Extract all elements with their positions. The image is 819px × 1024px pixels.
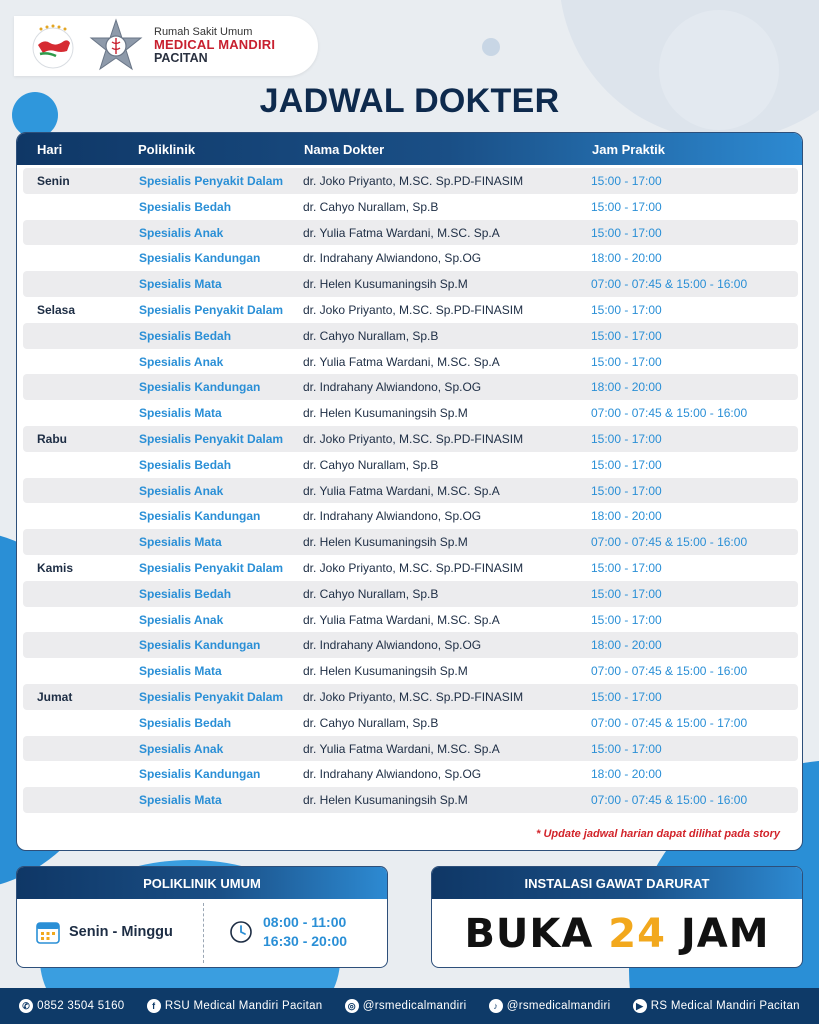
row-doctor: dr. Indrahany Alwiandono, Sp.OG (303, 251, 482, 266)
row-hours: 18:00 - 20:00 (591, 509, 662, 524)
general-clinic-title: POLIKLINIK UMUM (17, 867, 387, 899)
row-clinic: Spesialis Anak (139, 741, 224, 756)
column-header-clinic: Poliklinik (138, 142, 196, 157)
emergency-title: INSTALASI GAWAT DARURAT (432, 867, 802, 899)
general-clinic-time-morning: 08:00 - 11:00 (263, 914, 347, 930)
row-hours: 07:00 - 07:45 & 15:00 - 17:00 (591, 715, 748, 730)
row-day: Rabu (37, 431, 67, 446)
row-doctor: dr. Helen Kusumaningsih Sp.M (303, 406, 468, 421)
row-doctor: dr. Yulia Fatma Wardani, M.SC. Sp.A (303, 483, 500, 498)
row-doctor: dr. Joko Priyanto, M.SC. Sp.PD-FINASIM (303, 689, 524, 704)
footer-instagram[interactable] (345, 999, 467, 1013)
row-clinic: Spesialis Penyakit Dalam (139, 560, 284, 575)
table-row (23, 503, 798, 529)
table-row (23, 555, 798, 581)
row-clinic: Spesialis Bedah (139, 715, 232, 730)
general-clinic-box (16, 866, 388, 968)
calendar-icon (35, 919, 61, 945)
open-word: BUKA (464, 911, 594, 957)
page-title: JADWAL DOKTER (259, 82, 560, 120)
hours-word: JAM (680, 911, 770, 957)
row-clinic: Spesialis Bedah (139, 328, 232, 343)
hospital-city: PACITAN (154, 51, 208, 66)
emergency-box (431, 866, 803, 968)
footer-tiktok[interactable] (489, 999, 611, 1013)
row-clinic: Spesialis Mata (139, 406, 222, 421)
general-clinic-days: Senin - Minggu (69, 924, 173, 940)
table-row (23, 194, 798, 220)
row-doctor: dr. Indrahany Alwiandono, Sp.OG (303, 767, 482, 782)
indonesia-map-logo-icon (26, 19, 80, 73)
hospital-header (14, 16, 318, 76)
row-hours: 07:00 - 07:45 & 15:00 - 16:00 (591, 277, 748, 292)
row-clinic: Spesialis Penyakit Dalam (139, 431, 284, 446)
row-hours: 18:00 - 20:00 (591, 767, 662, 782)
table-row (23, 426, 798, 452)
row-day: Selasa (37, 302, 76, 317)
table-row (23, 400, 798, 426)
row-doctor: dr. Yulia Fatma Wardani, M.SC. Sp.A (303, 741, 500, 756)
table-row (23, 632, 798, 658)
row-hours: 15:00 - 17:00 (591, 741, 662, 756)
contact-footer (0, 988, 819, 1024)
open-24-hours (432, 911, 802, 957)
hospital-type: Rumah Sakit Umum (154, 25, 253, 38)
row-clinic: Spesialis Mata (139, 535, 222, 550)
table-row (23, 478, 798, 504)
whatsapp-icon: ✆ (19, 999, 33, 1013)
row-clinic: Spesialis Anak (139, 483, 224, 498)
table-row (23, 684, 798, 710)
table-row (23, 323, 798, 349)
row-clinic: Spesialis Bedah (139, 586, 232, 601)
row-hours: 15:00 - 17:00 (591, 689, 662, 704)
table-row (23, 736, 798, 762)
table-row (23, 271, 798, 297)
row-clinic: Spesialis Mata (139, 793, 222, 808)
hours-number: 24 (608, 911, 666, 957)
row-hours: 07:00 - 07:45 & 15:00 - 16:00 (591, 793, 748, 808)
row-doctor: dr. Cahyo Nurallam, Sp.B (303, 199, 439, 214)
table-row (23, 787, 798, 813)
row-day: Senin (37, 174, 70, 188)
bg-shape (482, 38, 500, 56)
row-clinic: Spesialis Kandungan (139, 767, 261, 782)
row-doctor: dr. Helen Kusumaningsih Sp.M (303, 664, 468, 679)
row-day: Kamis (37, 560, 74, 575)
row-hours: 18:00 - 20:00 (591, 251, 662, 266)
row-doctor: dr. Yulia Fatma Wardani, M.SC. Sp.A (303, 612, 500, 627)
row-doctor: dr. Indrahany Alwiandono, Sp.OG (303, 638, 482, 653)
table-row (23, 245, 798, 271)
table-row (23, 349, 798, 375)
row-clinic: Spesialis Kandungan (139, 638, 261, 653)
row-hours: 15:00 - 17:00 (591, 483, 662, 498)
row-clinic: Spesialis Penyakit Dalam (139, 689, 284, 704)
table-row (23, 710, 798, 736)
column-header-doctor: Nama Dokter (304, 142, 385, 157)
hospital-star-logo-icon (88, 18, 144, 74)
row-hours: 15:00 - 17:00 (591, 174, 662, 188)
footer-youtube-channel: RS Medical Mandiri Pacitan (650, 1000, 800, 1012)
row-hours: 15:00 - 17:00 (591, 560, 662, 575)
facebook-icon: f (147, 999, 161, 1013)
schedule-table (16, 132, 803, 851)
footer-whatsapp[interactable] (19, 999, 124, 1013)
row-hours: 15:00 - 17:00 (591, 612, 662, 627)
row-clinic: Spesialis Kandungan (139, 251, 261, 266)
row-doctor: dr. Cahyo Nurallam, Sp.B (303, 457, 439, 472)
row-clinic: Spesialis Bedah (139, 199, 232, 214)
table-row (23, 607, 798, 633)
row-clinic: Spesialis Kandungan (139, 509, 261, 524)
table-row (23, 297, 798, 323)
youtube-icon: ▶ (633, 999, 647, 1013)
row-hours: 15:00 - 17:00 (591, 586, 662, 601)
row-hours: 15:00 - 17:00 (591, 199, 662, 214)
row-hours: 07:00 - 07:45 & 15:00 - 16:00 (591, 664, 748, 679)
row-doctor: dr. Joko Priyanto, M.SC. Sp.PD-FINASIM (303, 431, 524, 446)
table-header (17, 133, 802, 165)
footer-tiktok-handle: @rsmedicalmandiri (506, 1000, 611, 1012)
row-clinic: Spesialis Penyakit Dalam (139, 302, 284, 317)
row-hours: 15:00 - 17:00 (591, 457, 662, 472)
row-doctor: dr. Cahyo Nurallam, Sp.B (303, 715, 439, 730)
table-row (23, 529, 798, 555)
row-hours: 15:00 - 17:00 (591, 302, 662, 317)
row-hours: 07:00 - 07:45 & 15:00 - 16:00 (591, 406, 748, 421)
row-day: Jumat (37, 689, 73, 704)
table-row (23, 658, 798, 684)
table-row (23, 168, 798, 194)
hospital-name: MEDICAL MANDIRI (154, 37, 276, 53)
row-doctor: dr. Helen Kusumaningsih Sp.M (303, 277, 468, 292)
row-hours: 07:00 - 07:45 & 15:00 - 16:00 (591, 535, 748, 550)
update-note: * Update jadwal harian dapat dilihat pada story (536, 828, 780, 840)
row-clinic: Spesialis Anak (139, 354, 224, 369)
row-clinic: Spesialis Anak (139, 612, 224, 627)
footer-instagram-handle: @rsmedicalmandiri (362, 1000, 467, 1012)
table-row (23, 374, 798, 400)
divider (203, 903, 204, 963)
row-doctor: dr. Helen Kusumaningsih Sp.M (303, 793, 468, 808)
row-clinic: Spesialis Mata (139, 664, 222, 679)
row-doctor: dr. Joko Priyanto, M.SC. Sp.PD-FINASIM (303, 302, 524, 317)
row-doctor: dr. Indrahany Alwiandono, Sp.OG (303, 380, 482, 395)
row-doctor: dr. Helen Kusumaningsih Sp.M (303, 535, 468, 550)
footer-phone: 0852 3504 5160 (37, 1000, 125, 1012)
row-hours: 15:00 - 17:00 (591, 354, 662, 369)
table-row (23, 220, 798, 246)
footer-youtube[interactable] (633, 999, 800, 1013)
row-doctor: dr. Yulia Fatma Wardani, M.SC. Sp.A (303, 354, 500, 369)
footer-facebook[interactable] (147, 999, 323, 1013)
row-doctor: dr. Indrahany Alwiandono, Sp.OG (303, 509, 482, 524)
column-header-day: Hari (37, 142, 63, 157)
table-row (23, 581, 798, 607)
table-row (23, 452, 798, 478)
row-doctor: dr. Cahyo Nurallam, Sp.B (303, 328, 439, 343)
row-clinic: Spesialis Anak (139, 225, 224, 240)
row-clinic: Spesialis Mata (139, 277, 222, 292)
clock-icon (229, 920, 253, 944)
row-hours: 18:00 - 20:00 (591, 638, 662, 653)
general-clinic-time-evening: 16:30 - 20:00 (263, 933, 348, 949)
row-doctor: dr. Joko Priyanto, M.SC. Sp.PD-FINASIM (303, 174, 524, 188)
row-hours: 18:00 - 20:00 (591, 380, 662, 395)
row-doctor: dr. Yulia Fatma Wardani, M.SC. Sp.A (303, 225, 500, 240)
row-hours: 15:00 - 17:00 (591, 225, 662, 240)
row-doctor: dr. Cahyo Nurallam, Sp.B (303, 586, 439, 601)
footer-facebook-name: RSU Medical Mandiri Pacitan (164, 1000, 323, 1012)
tiktok-icon: ♪ (489, 999, 503, 1013)
table-body (23, 168, 798, 813)
row-clinic: Spesialis Bedah (139, 457, 232, 472)
row-hours: 15:00 - 17:00 (591, 431, 662, 446)
table-row (23, 761, 798, 787)
row-doctor: dr. Joko Priyanto, M.SC. Sp.PD-FINASIM (303, 560, 524, 575)
row-clinic: Spesialis Kandungan (139, 380, 261, 395)
row-hours: 15:00 - 17:00 (591, 328, 662, 343)
instagram-icon: ◎ (345, 999, 359, 1013)
column-header-hours: Jam Praktik (592, 142, 665, 157)
row-clinic: Spesialis Penyakit Dalam (139, 174, 284, 188)
